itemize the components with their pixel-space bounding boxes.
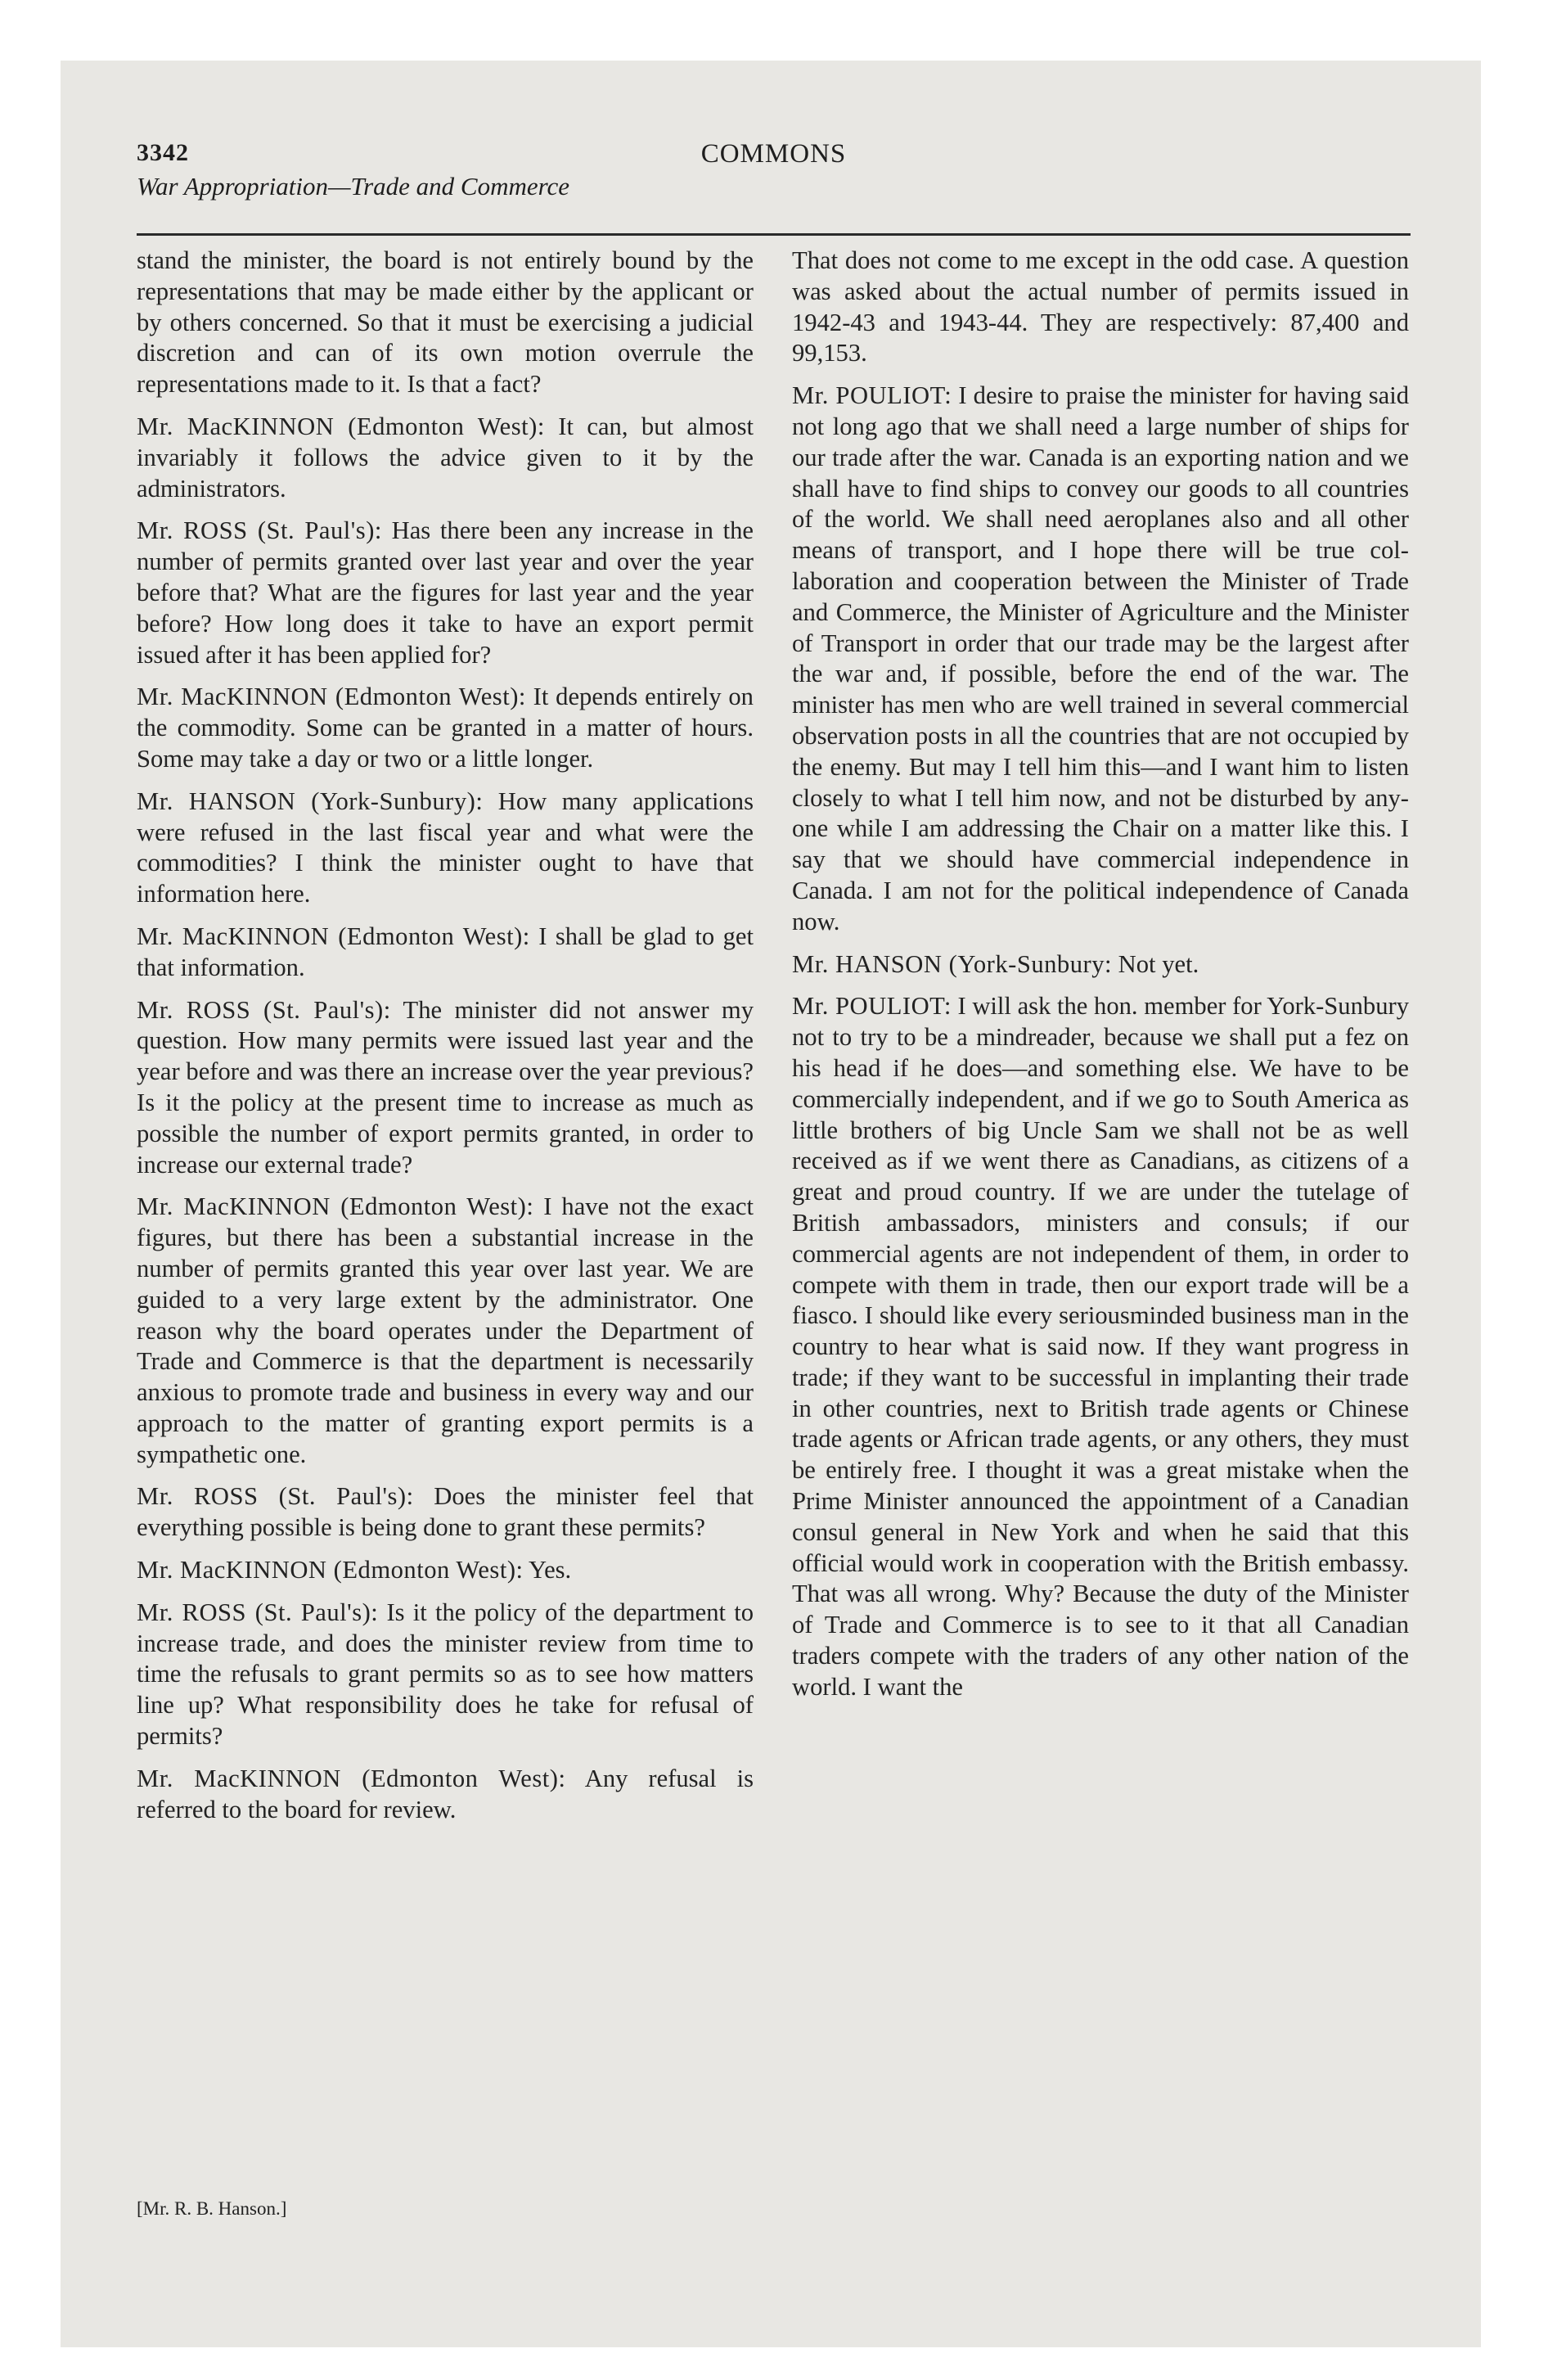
- paragraph: [792, 246, 1409, 369]
- paragraph: [137, 1555, 754, 1586]
- speech-text: Has there been any increase in the number of permits granted over last year and over the year before that? What are the figures for last year and the year before? How long does it take to have an export permit issued after it has been applied for?: [137, 516, 754, 669]
- speaker-name: Mr. POULIOT:: [792, 992, 952, 1021]
- paragraph: [137, 516, 754, 670]
- paragraph: [137, 412, 754, 504]
- paragraph: [137, 922, 754, 984]
- paragraph: [137, 682, 754, 774]
- paragraph: [137, 995, 754, 1181]
- paragraph: [137, 1481, 754, 1544]
- speaker-name: Mr. MacKINNON (Edmonton West):: [137, 922, 530, 950]
- speech-text: I have not the exact figures, but there has been a substantial increase in the number of permits granted this year over last year. We are guided to a very large extent by the administrator. One reason why the board operates under the Department of Trade and Commerce is that the department is necessarily anxious to promote trade and business in every way and our approach to the matter of granting export permits is a sympathetic one.: [137, 1192, 754, 1468]
- speech-text: Yes.: [523, 1556, 572, 1584]
- paragraph: [792, 381, 1409, 937]
- speech-text: I desire to praise the minister for having said not long ago that we shall need a large number of ships for our trade after the war. Canada is an exporting nation and we shall have to find ships to convey our goods to all countries of the world. We shall need aeroplanes also and all other means of transport, and I hope there will be true collaboration and cooperation between the Minister of Trade and Commerce, the Minister of Agriculture and the Minister of Transport in order that our trade may be the largest after the war and, if possible, before the end of the war. The minister has men who are well trained in several commercial observation posts in all the countries that are not occupied by the enemy. But may I tell him this—and I want him to listen closely to what I tell him now, and not be disturbed by anyone while I am addressing the Chair on a matter like this. I say that we should have commercial independence in Canada. I am not for the political independence of Canada now.: [792, 381, 1409, 935]
- footer-note: [Mr. R. B. Hanson.]: [137, 2198, 287, 2219]
- paragraph: [137, 246, 754, 400]
- speech-text: Does the minister feel that everything possible is being done to grant these permits?: [137, 1482, 754, 1542]
- speaker-name: Mr. ROSS (St. Paul's):: [137, 995, 391, 1024]
- speech-text: Is it the policy of the department to increase trade, and does the minister review from time to time the refusals to grant permits so as to see how matters line up? What responsibility does he take for refusal of permits?: [137, 1598, 754, 1751]
- paragraph: [137, 787, 754, 910]
- speech-text: I will ask the hon. member for York-Sunbury not to try to be a mindreader, because we shall put a fez on his head if he does—and something else. We have to be commercially independent, and if we go to South America as little brothers of big Uncle Sam we shall not be as well received as if we went there as Canadians, as citizens of a great and proud country. If we are under the tutelage of British ambassadors, ministers and consuls; if our commercial agents are not independent of them, in order to compete with them in trade, then our export trade will be a fiasco. I should like every seriousminded business man in the country to hear what is said now. If they want progress in trade; if they want to be successful in implanting their trade in other countries, next to British trade agents or Chinese trade agents or African trade agents, or any others, they must be entirely free. I thought it was a great mistake when the Prime Minister announced the appointment of a Canadian consul general in New York and when he said that this official would work in cooperation with the British embassy. That was all wrong. Why? Because the duty of the Minister of Trade and Commerce is to see to it that all Canadian traders compete with the traders of any other nation of the world. I want the: [792, 992, 1409, 1701]
- paragraph: [792, 949, 1409, 980]
- paragraph: [137, 1764, 754, 1826]
- speaker-name: Mr. ROSS (St. Paul's):: [137, 1598, 379, 1626]
- speaker-name: Mr. MacKINNON (Edmonton West):: [137, 1764, 566, 1792]
- speech-text: The minister did not answer my question. How many permits were issued last year and the year before and was there an increase over the year previous? Is it the policy at the present time to increase as much as possible the number of export permits granted, in order to increase our external trade?: [137, 995, 754, 1179]
- page-number: 3342: [137, 139, 189, 166]
- left-column: [137, 246, 754, 1837]
- paragraph: [792, 991, 1409, 1702]
- page-header: [137, 139, 1411, 221]
- speaker-name: Mr. HANSON (York-Sunbury:: [792, 949, 1113, 978]
- speech-text: Not yet.: [1112, 949, 1199, 978]
- speech-text: It depends entirely on the commodity. Some can be granted in a matter of hours. Some may take a day or two or a little longer.: [137, 683, 754, 773]
- speech-text: That does not come to me except in the odd case. A question was asked about the actual number of permits issued in 1942-43 and 1943-44. They are respectively: 87,400 and 99,153.: [792, 246, 1409, 367]
- speech-text: It can, but almost invariably it follows the advice given to it by the administrators.: [137, 412, 754, 503]
- header-rule: [137, 233, 1411, 236]
- speaker-name: Mr. MacKINNON (Edmonton West):: [137, 412, 545, 440]
- speech-text: stand the minister, the board is not entirely bound by the representations that may be made either by the applicant or by others concerned. So that it must be exercising a judicial discretion and can of its own motion overrule the representations made to it. Is that a fact?: [137, 246, 754, 399]
- speech-text: How many applications were refused in the last fiscal year and what were the commodities? I think the minister ought to have that information here.: [137, 787, 754, 908]
- speaker-name: Mr. POULIOT:: [792, 381, 952, 410]
- paragraph: [137, 1192, 754, 1470]
- speaker-name: Mr. ROSS (St. Paul's):: [137, 1482, 414, 1511]
- right-column: [792, 246, 1409, 1715]
- speaker-name: Mr. MacKINNON (Edmonton West):: [137, 1556, 524, 1584]
- section-title: War Appropriation—Trade and Commerce: [137, 172, 570, 201]
- paragraph: [137, 1598, 754, 1752]
- speaker-name: Mr. ROSS (St. Paul's):: [137, 516, 382, 545]
- speaker-name: Mr. MacKINNON (Edmonton West):: [137, 683, 526, 711]
- speech-text: Any refusal is referred to the board for review.: [137, 1764, 754, 1823]
- speech-text: I shall be glad to get that information.: [137, 922, 754, 981]
- speaker-name: Mr. MacKINNON (Edmonton West):: [137, 1192, 534, 1221]
- running-head: COMMONS: [700, 139, 847, 169]
- speaker-name: Mr. HANSON (York-Sunbury):: [137, 787, 484, 815]
